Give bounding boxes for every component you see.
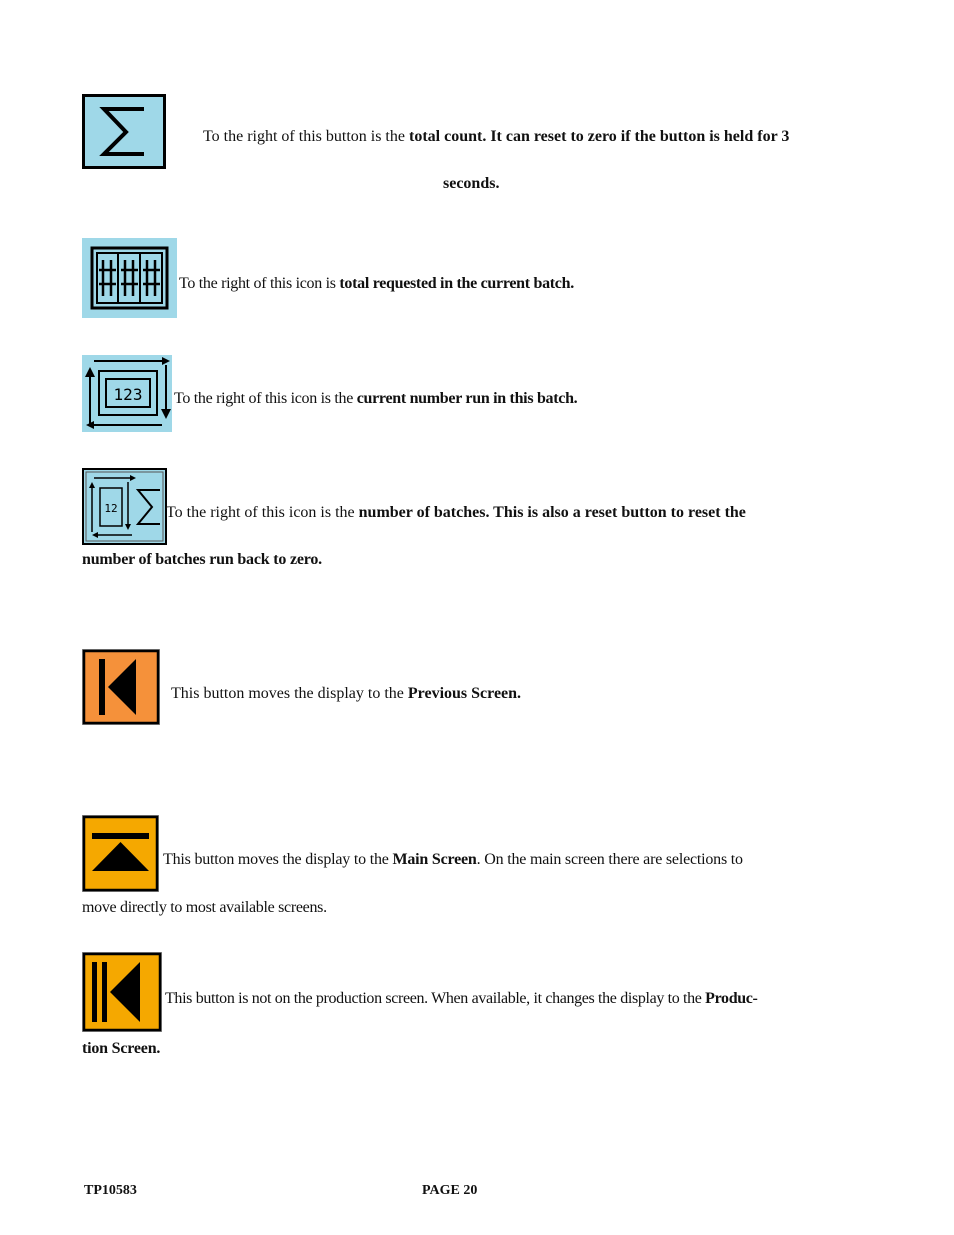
footer-page-number: PAGE 20	[422, 1183, 478, 1198]
batch-total-icon	[82, 238, 177, 318]
item-2-line-1: To the right of this icon is total requested in the current batch.	[179, 275, 574, 292]
svg-text:123: 123	[113, 385, 143, 404]
previous-screen-icon[interactable]	[82, 649, 160, 725]
item-1-line-2: seconds.	[443, 175, 500, 192]
item-4-line-1: To the right of this icon is the number of batches. This is also a reset button to reset the	[166, 504, 746, 521]
production-screen-icon[interactable]	[82, 952, 162, 1032]
current-number-icon	[82, 355, 172, 432]
footer-doc-number: TP10583	[84, 1183, 137, 1198]
item-6-line-1: This button moves the display to the Main Screen. On the main screen there are selections to	[163, 851, 743, 868]
svg-text:12: 12	[104, 502, 118, 515]
item-3-line-1: To the right of this icon is the current number run in this batch.	[174, 390, 578, 407]
item-7-line-2: tion Screen.	[82, 1040, 161, 1057]
item-7-line-1: This button is not on the production screen. When available, it changes the display to the Produc-	[165, 990, 758, 1007]
item-5-line-1: This button moves the display to the Previous Screen.	[171, 685, 522, 702]
main-screen-icon[interactable]	[82, 815, 159, 892]
item-6-line-2: move directly to most available screens.	[82, 899, 327, 916]
sigma-icon[interactable]	[82, 94, 166, 169]
batch-count-icon[interactable]	[82, 468, 167, 545]
item-4-line-2: number of batches run back to zero.	[82, 551, 322, 568]
item-1-line-1: To the right of this button is the total count. It can reset to zero if the button is held for 3	[203, 128, 790, 145]
